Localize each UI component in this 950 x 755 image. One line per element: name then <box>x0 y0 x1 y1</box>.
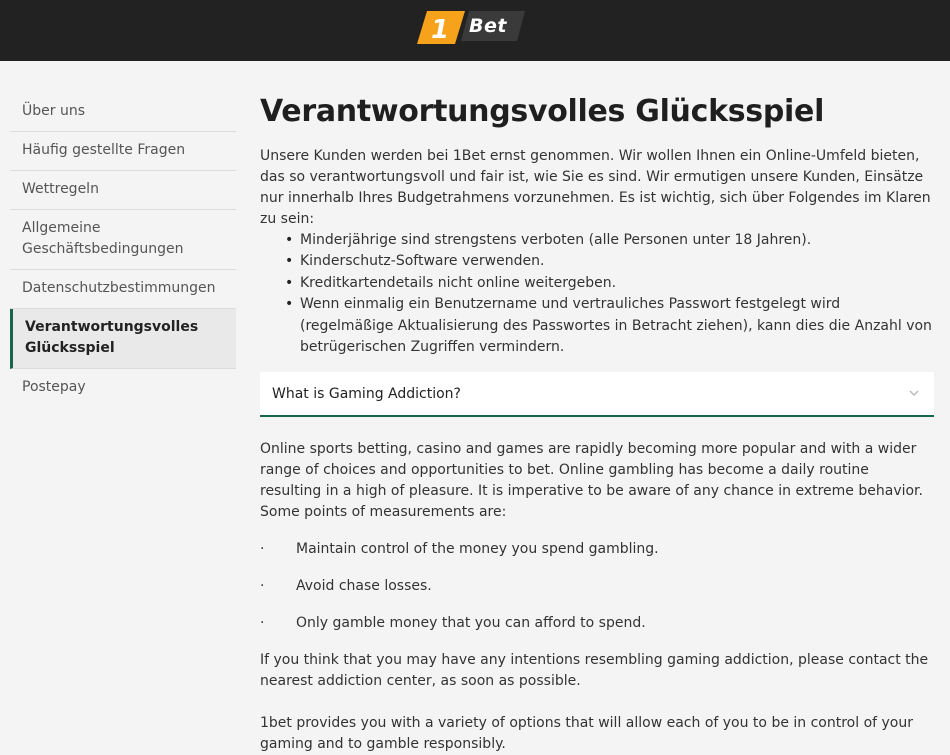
dot-marker: · <box>260 541 265 558</box>
sidebar-item-uber-uns[interactable]: Über uns <box>10 93 236 132</box>
intro-paragraph: Unsere Kunden werden bei 1Bet ernst genommen. Wir wollen Ihnen ein Online-Umfeld bieten, das so verantwortungsvoll und fair ist, wie Sie es sind. Wir ermutigen unsere Kunden, Einsätze nur innerhalb Ihres Budgetrahmens vorzunehmen. Es ist wichtig, sich über Folgendes im Klaren zu sein: <box>260 148 931 227</box>
options-paragraph: 1bet provides you with a variety of options that will allow each of you to be in control of your gaming and to gamble responsibly. <box>260 715 914 753</box>
point-text: Avoid chase losses. <box>296 578 432 595</box>
sidebar-nav <box>10 93 236 407</box>
site-logo[interactable] <box>417 11 527 47</box>
top-bar <box>0 0 950 61</box>
dot-marker: · <box>260 615 265 632</box>
list-item: • Kinderschutz-Software verwenden. <box>285 251 934 272</box>
tips-list <box>285 230 934 358</box>
dot-marker: · <box>260 578 265 595</box>
gaming-addiction-accordion[interactable] <box>260 372 934 417</box>
list-item <box>260 539 934 560</box>
accordion-title: What is Gaming Addiction? <box>272 386 461 403</box>
logo-one-text: 1 <box>430 15 450 44</box>
addiction-intro-paragraph: Online sports betting, casino and games are rapidly becoming more popular and with a wider range of choices and opportunities to bet. Online gambling has become a daily routine resulting in a high of pleasure. It is imperative to be aware of any chance in extreme behavior. Some points of measurements are: <box>260 441 923 521</box>
sidebar-item-responsible-gaming[interactable]: Verantwortungsvolles Glücksspiel <box>10 309 236 369</box>
list-item <box>260 613 934 634</box>
point-text: Maintain control of the money you spend gambling. <box>296 541 659 558</box>
logo-one-badge <box>417 11 465 44</box>
point-text: Only gamble money that you can afford to spend. <box>296 615 646 632</box>
contact-paragraph: If you think that you may have any intentions resembling gaming addiction, please contact the nearest addiction center, as soon as possible. <box>260 652 929 690</box>
logo-bet-text: Bet <box>469 15 507 37</box>
list-item: • Minderjährige sind strengstens verboten (alle Personen unter 18 Jahren). <box>285 230 934 251</box>
list-item: • Wenn einmalig ein Benutzername und vertrauliches Passwort festgelegt wird (regelmäßige Aktualisierung des Passwortes in Betracht ziehen), kann dies die Anzahl von betrügerischen Zugriffen vermindern. <box>285 294 934 358</box>
sidebar-item-faq[interactable]: Häufig gestellte Fragen <box>10 132 236 171</box>
page-title: Verantwortungsvolles Glücksspiel <box>260 94 825 129</box>
chevron-down-icon <box>908 387 920 399</box>
sidebar-item-agb[interactable]: Allgemeine Geschäftsbedingungen <box>10 210 236 270</box>
list-item <box>260 576 934 597</box>
main-content <box>260 92 934 755</box>
list-item: • Kreditkartendetails nicht online weitergeben. <box>285 273 934 294</box>
sidebar-item-postepay[interactable]: Postepay <box>22 379 86 395</box>
sidebar-item-datenschutz[interactable]: Datenschutzbestimmungen <box>10 270 236 309</box>
sidebar-item-wettregeln[interactable]: Wettregeln <box>10 171 236 210</box>
